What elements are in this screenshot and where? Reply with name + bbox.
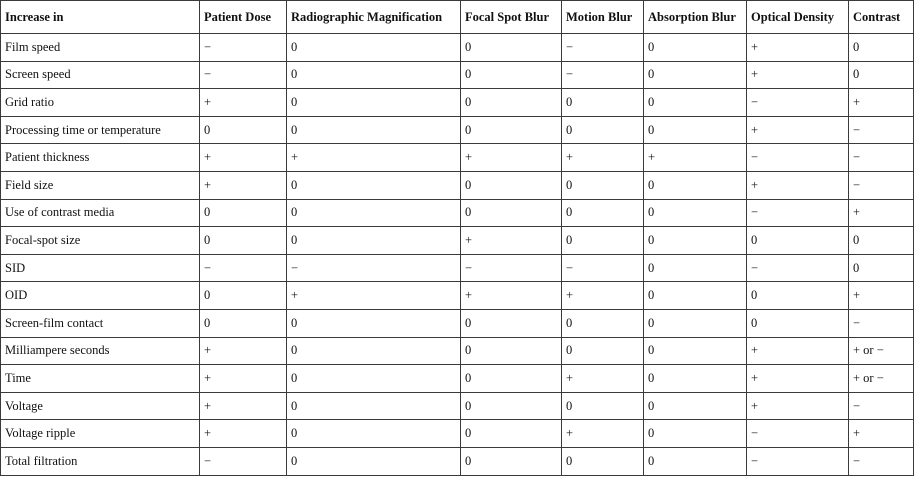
table-row: [1, 89, 914, 117]
cell-absorption-blur: 0: [644, 89, 747, 117]
cell-motion-blur: −: [562, 254, 644, 282]
cell-focal-spot-blur: +: [461, 144, 562, 172]
row-label: Voltage: [1, 392, 200, 420]
cell-optical-density: +: [747, 116, 849, 144]
table-row: [1, 447, 914, 475]
table-row: [1, 227, 914, 255]
cell-motion-blur: 0: [562, 199, 644, 227]
cell-optical-density: 0: [747, 227, 849, 255]
table-row: [1, 309, 914, 337]
cell-absorption-blur: 0: [644, 34, 747, 62]
cell-contrast: 0: [849, 61, 914, 89]
cell-radiographic-magnification: 0: [287, 199, 461, 227]
cell-patient-dose: +: [200, 89, 287, 117]
cell-patient-dose: +: [200, 392, 287, 420]
cell-optical-density: +: [747, 171, 849, 199]
cell-focal-spot-blur: 0: [461, 309, 562, 337]
cell-radiographic-magnification: 0: [287, 116, 461, 144]
row-label: Processing time or temperature: [1, 116, 200, 144]
table-row: [1, 420, 914, 448]
cell-optical-density: −: [747, 420, 849, 448]
cell-radiographic-magnification: +: [287, 282, 461, 310]
table-row: [1, 392, 914, 420]
table-body: [1, 34, 914, 476]
cell-contrast: 0: [849, 227, 914, 255]
row-label: Use of contrast media: [1, 199, 200, 227]
cell-motion-blur: 0: [562, 116, 644, 144]
cell-motion-blur: 0: [562, 227, 644, 255]
cell-absorption-blur: 0: [644, 116, 747, 144]
table-row: [1, 116, 914, 144]
cell-absorption-blur: 0: [644, 61, 747, 89]
table-row: [1, 282, 914, 310]
row-label: Grid ratio: [1, 89, 200, 117]
cell-absorption-blur: 0: [644, 337, 747, 365]
cell-contrast: +: [849, 89, 914, 117]
header-row: [1, 1, 914, 34]
row-label: Time: [1, 365, 200, 393]
cell-absorption-blur: 0: [644, 254, 747, 282]
cell-radiographic-magnification: 0: [287, 34, 461, 62]
row-label: SID: [1, 254, 200, 282]
cell-patient-dose: 0: [200, 227, 287, 255]
header-radiographic-magnification: Radiographic Magnification: [287, 1, 461, 34]
cell-contrast: −: [849, 309, 914, 337]
cell-optical-density: +: [747, 61, 849, 89]
cell-contrast: −: [849, 392, 914, 420]
cell-contrast: 0: [849, 254, 914, 282]
cell-focal-spot-blur: 0: [461, 420, 562, 448]
cell-optical-density: +: [747, 337, 849, 365]
cell-radiographic-magnification: +: [287, 144, 461, 172]
cell-radiographic-magnification: 0: [287, 365, 461, 393]
cell-optical-density: −: [747, 199, 849, 227]
cell-contrast: −: [849, 144, 914, 172]
header-absorption-blur: Absorption Blur: [644, 1, 747, 34]
cell-patient-dose: +: [200, 171, 287, 199]
row-label: Film speed: [1, 34, 200, 62]
cell-contrast: +: [849, 199, 914, 227]
cell-patient-dose: +: [200, 420, 287, 448]
cell-contrast: + or −: [849, 337, 914, 365]
cell-motion-blur: 0: [562, 171, 644, 199]
cell-motion-blur: +: [562, 420, 644, 448]
cell-focal-spot-blur: +: [461, 227, 562, 255]
cell-focal-spot-blur: 0: [461, 447, 562, 475]
cell-absorption-blur: 0: [644, 309, 747, 337]
cell-focal-spot-blur: 0: [461, 116, 562, 144]
cell-contrast: −: [849, 116, 914, 144]
cell-contrast: 0: [849, 34, 914, 62]
cell-optical-density: +: [747, 392, 849, 420]
cell-radiographic-magnification: 0: [287, 227, 461, 255]
cell-motion-blur: +: [562, 282, 644, 310]
cell-focal-spot-blur: +: [461, 282, 562, 310]
cell-focal-spot-blur: 0: [461, 392, 562, 420]
header-increase-in: Increase in: [1, 1, 200, 34]
cell-motion-blur: +: [562, 144, 644, 172]
row-label: Milliampere seconds: [1, 337, 200, 365]
cell-patient-dose: 0: [200, 116, 287, 144]
cell-motion-blur: 0: [562, 392, 644, 420]
cell-absorption-blur: 0: [644, 199, 747, 227]
cell-focal-spot-blur: 0: [461, 89, 562, 117]
cell-motion-blur: −: [562, 61, 644, 89]
row-label: Voltage ripple: [1, 420, 200, 448]
cell-patient-dose: 0: [200, 199, 287, 227]
cell-focal-spot-blur: 0: [461, 199, 562, 227]
cell-optical-density: +: [747, 34, 849, 62]
row-label: Screen-film contact: [1, 309, 200, 337]
row-label: OID: [1, 282, 200, 310]
cell-absorption-blur: 0: [644, 282, 747, 310]
cell-motion-blur: +: [562, 365, 644, 393]
cell-contrast: +: [849, 282, 914, 310]
cell-optical-density: −: [747, 89, 849, 117]
table-row: [1, 199, 914, 227]
table-row: [1, 34, 914, 62]
cell-focal-spot-blur: 0: [461, 337, 562, 365]
cell-contrast: −: [849, 171, 914, 199]
cell-radiographic-magnification: 0: [287, 337, 461, 365]
cell-optical-density: −: [747, 447, 849, 475]
table-row: [1, 254, 914, 282]
row-label: Total filtration: [1, 447, 200, 475]
cell-motion-blur: 0: [562, 447, 644, 475]
cell-focal-spot-blur: 0: [461, 34, 562, 62]
cell-absorption-blur: 0: [644, 392, 747, 420]
cell-motion-blur: 0: [562, 89, 644, 117]
cell-motion-blur: −: [562, 34, 644, 62]
table-row: [1, 144, 914, 172]
cell-patient-dose: +: [200, 144, 287, 172]
cell-absorption-blur: +: [644, 144, 747, 172]
cell-absorption-blur: 0: [644, 420, 747, 448]
cell-patient-dose: −: [200, 447, 287, 475]
cell-absorption-blur: 0: [644, 365, 747, 393]
cell-focal-spot-blur: 0: [461, 365, 562, 393]
cell-contrast: +: [849, 420, 914, 448]
cell-optical-density: 0: [747, 282, 849, 310]
cell-radiographic-magnification: 0: [287, 171, 461, 199]
cell-patient-dose: 0: [200, 309, 287, 337]
row-label: Field size: [1, 171, 200, 199]
cell-patient-dose: 0: [200, 282, 287, 310]
row-label: Screen speed: [1, 61, 200, 89]
cell-contrast: + or −: [849, 365, 914, 393]
cell-absorption-blur: 0: [644, 171, 747, 199]
cell-optical-density: −: [747, 254, 849, 282]
table-row: [1, 337, 914, 365]
row-label: Patient thickness: [1, 144, 200, 172]
header-contrast: Contrast: [849, 1, 914, 34]
cell-focal-spot-blur: 0: [461, 61, 562, 89]
cell-patient-dose: −: [200, 254, 287, 282]
cell-motion-blur: 0: [562, 337, 644, 365]
table-row: [1, 61, 914, 89]
table-row: [1, 365, 914, 393]
header-focal-spot-blur: Focal Spot Blur: [461, 1, 562, 34]
cell-radiographic-magnification: 0: [287, 420, 461, 448]
header-patient-dose: Patient Dose: [200, 1, 287, 34]
cell-optical-density: −: [747, 144, 849, 172]
cell-radiographic-magnification: 0: [287, 392, 461, 420]
cell-radiographic-magnification: 0: [287, 309, 461, 337]
table-row: [1, 171, 914, 199]
cell-focal-spot-blur: 0: [461, 171, 562, 199]
cell-patient-dose: −: [200, 61, 287, 89]
cell-contrast: −: [849, 447, 914, 475]
header-optical-density: Optical Density: [747, 1, 849, 34]
cell-patient-dose: −: [200, 34, 287, 62]
row-label: Focal-spot size: [1, 227, 200, 255]
cell-focal-spot-blur: −: [461, 254, 562, 282]
cell-motion-blur: 0: [562, 309, 644, 337]
cell-patient-dose: +: [200, 365, 287, 393]
cell-radiographic-magnification: 0: [287, 61, 461, 89]
cell-optical-density: 0: [747, 309, 849, 337]
cell-radiographic-magnification: 0: [287, 447, 461, 475]
cell-absorption-blur: 0: [644, 227, 747, 255]
cell-radiographic-magnification: −: [287, 254, 461, 282]
cell-optical-density: +: [747, 365, 849, 393]
header-motion-blur: Motion Blur: [562, 1, 644, 34]
cell-radiographic-magnification: 0: [287, 89, 461, 117]
cell-absorption-blur: 0: [644, 447, 747, 475]
cell-patient-dose: +: [200, 337, 287, 365]
